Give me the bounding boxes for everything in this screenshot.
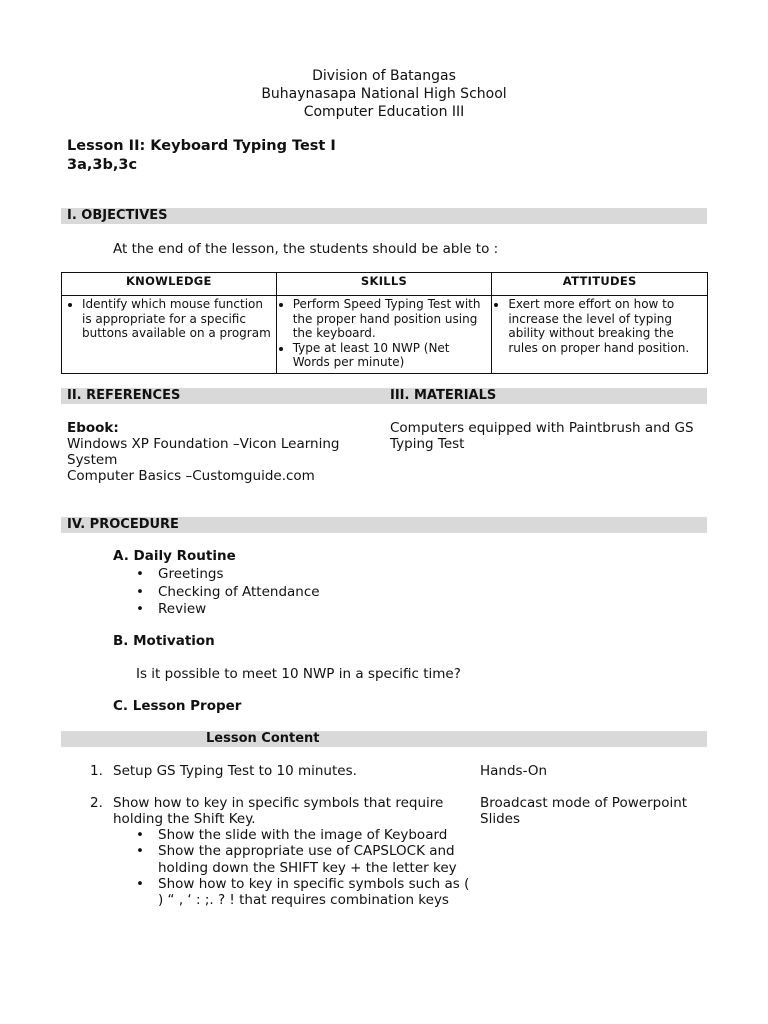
procedure-heading: IV. PROCEDURE [67,517,179,532]
list-item: • Show how to key in specific symbols such as ( ) “ , ‘ : ;. ? ! that requires combination keys [134,876,473,909]
lesson-content-bar [61,731,707,747]
daily-routine-title: A. Daily Routine [113,548,236,564]
step-text: Show how to key in specific symbols that require holding the Shift Key. [113,795,444,827]
knowledge-cell [62,296,277,374]
knowledge-item: • Identify which mouse function is appropriate for a specific buttons available on a program [82,297,272,341]
step-number: 1. [90,763,103,779]
lesson-content-heading: Lesson Content [206,731,320,746]
skills-cell [276,296,492,374]
references-label: Ebook: [67,420,119,436]
references-heading: II. REFERENCES [67,388,181,403]
column-header-attitudes: ATTITUDES [492,273,708,296]
subject-name: Computer Education III [303,104,465,120]
step-number: 2. [90,795,103,811]
references-materials-bar [61,388,707,404]
list-item: • Show the appropriate use of CAPSLOCK and holding down the SHIFT key + the letter key [134,843,468,876]
lesson-title: Lesson II: Keyboard Typing Test I [67,138,336,154]
objectives-heading: I. OBJECTIVES [67,208,168,223]
reference-item: Computer Basics –Customguide.com [67,468,315,484]
materials-text: Computers equipped with Paintbrush and GS Typing Test [390,420,694,452]
daily-routine-list [134,566,320,619]
procedure-heading-bar [61,517,707,533]
motivation-title: B. Motivation [113,633,215,649]
skills-item: • Type at least 10 NWP (Net Words per minute) [293,341,488,370]
division-name: Division of Batangas [312,68,456,84]
motivation-question: Is it possible to meet 10 NWP in a specific time? [136,666,461,682]
school-name: Buhaynasapa National High School [261,86,507,102]
objectives-table-header [62,273,708,296]
materials-heading: III. MATERIALS [390,388,497,403]
column-header-knowledge: KNOWLEDGE [62,273,277,296]
objectives-intro: At the end of the lesson, the students should be able to : [113,241,499,257]
list-item: • Review [134,601,320,619]
lesson-proper-title: C. Lesson Proper [113,698,242,714]
objectives-table-row [62,296,708,374]
objectives-heading-bar [61,208,707,224]
step-text: Setup GS Typing Test to 10 minutes. [113,763,357,779]
step-note: Broadcast mode of Powerpoint Slides [480,795,688,827]
step-2-sublist [134,827,473,908]
lesson-title-block [67,137,336,175]
attitudes-cell [492,296,708,374]
reference-item: Windows XP Foundation –Vicon Learning System [67,436,340,468]
column-header-skills: SKILLS [276,273,492,296]
objectives-table [61,272,708,374]
document-header [0,67,768,121]
list-item: • Checking of Attendance [134,584,320,602]
lesson-sections: 3a,3b,3c [67,157,138,173]
list-item: • Greetings [134,566,320,584]
list-item: • Show the slide with the image of Keyboard [134,827,473,843]
skills-item: • Perform Speed Typing Test with the proper hand position using the keyboard. [293,297,488,341]
step-note: Hands-On [480,763,548,779]
attitudes-item: • Exert more effort on how to increase the level of typing ability without breaking the rules on proper hand position. [508,297,703,355]
